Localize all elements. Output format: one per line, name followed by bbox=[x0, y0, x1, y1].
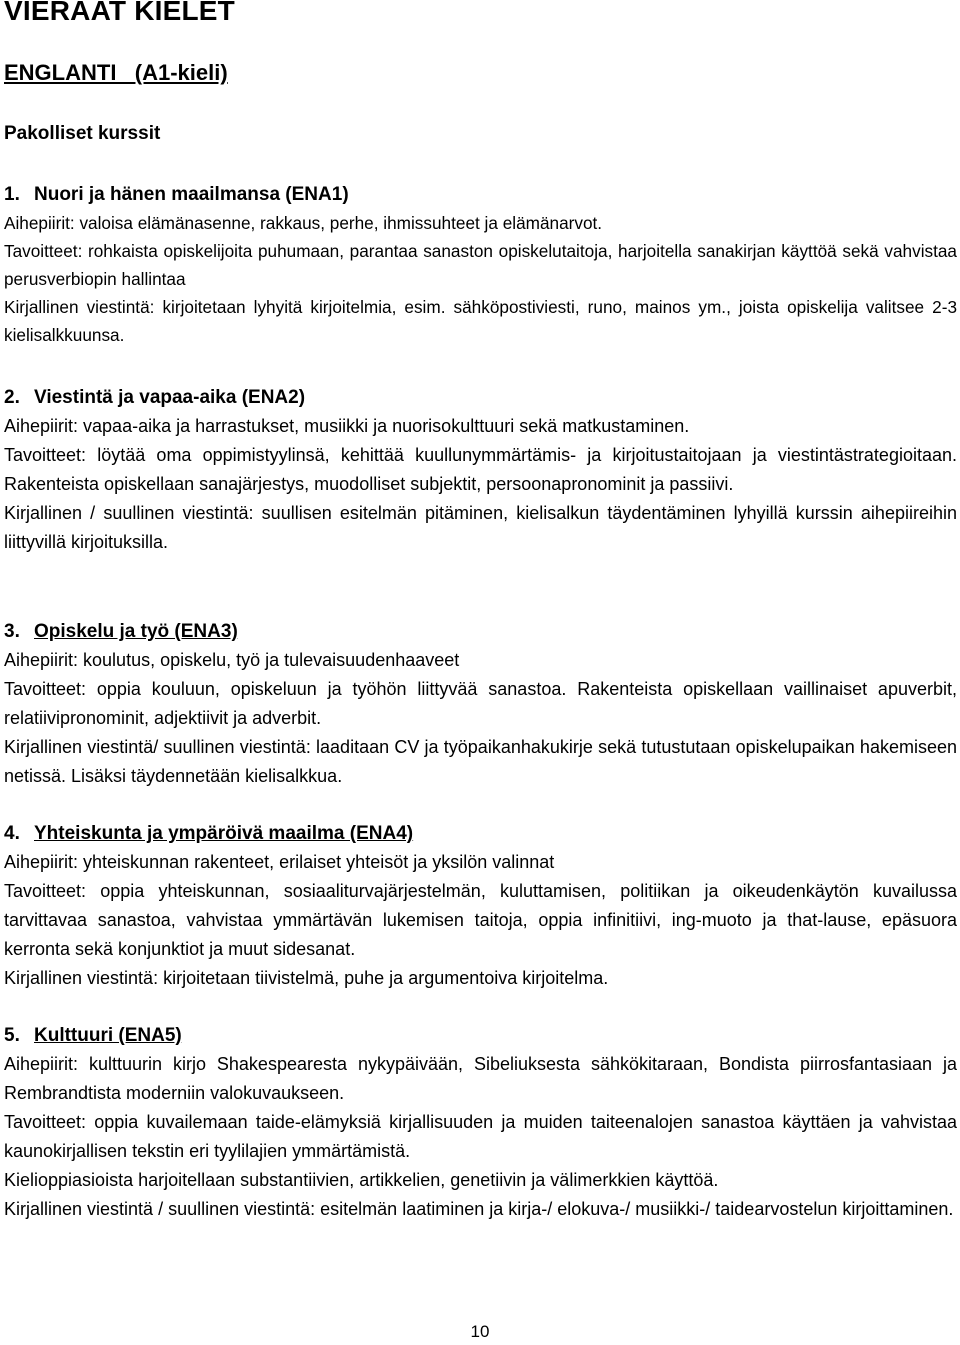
course-goals: Tavoitteet: oppia kuvailemaan taide-elämyksiä kirjallisuuden ja muiden taiteenalojen sanastoa käyttäen ja vahvistaa kaunokirjallisen tekstin eri tyylilajien ymmärtämistä. bbox=[4, 1112, 957, 1161]
course-title: Viestintä ja vapaa-aika (ENA2) bbox=[34, 387, 306, 408]
course-heading bbox=[4, 617, 957, 646]
page-title: VIERAAT KIELET bbox=[4, 0, 235, 26]
course-grammar: Kielioppiasioista harjoitellaan substantiivien, artikkelien, genetiivin ja välimerkkien käyttöä. bbox=[4, 1170, 719, 1190]
course-ena1 bbox=[4, 180, 957, 349]
course-number: 2. bbox=[4, 387, 20, 408]
course-heading bbox=[4, 383, 957, 412]
course-writing: Kirjallinen / suullinen viestintä: suullisen esitelmän pitäminen, kielisalkun täydentäminen lyhyillä kurssin aihepiireihin liittyvillä kirjoituksilla. bbox=[4, 503, 957, 552]
course-number: 1. bbox=[4, 184, 20, 205]
course-writing: Kirjallinen viestintä / suullinen viestintä: esitelmän laatiminen ja kirja-/ elokuva-/ musiikki-/ taidearvostelun kirjoittaminen. bbox=[4, 1199, 954, 1219]
course-ena3 bbox=[4, 617, 957, 791]
course-number: 3. bbox=[4, 621, 20, 642]
course-title: Opiskelu ja työ (ENA3) bbox=[34, 621, 238, 642]
course-ena2 bbox=[4, 383, 957, 557]
course-heading bbox=[4, 1021, 957, 1050]
page-number: 10 bbox=[470, 1322, 490, 1341]
course-title: Yhteiskunta ja ympäröivä maailma (ENA4) bbox=[34, 823, 414, 844]
course-topics: Aihepiirit: valoisa elämänasenne, rakkaus, perhe, ihmissuhteet ja elämänarvot. bbox=[4, 213, 603, 233]
language-heading: ENGLANTI (A1-kieli) bbox=[4, 60, 228, 85]
course-number: 5. bbox=[4, 1025, 20, 1046]
course-goals: Tavoitteet: rohkaista opiskelijoita puhumaan, parantaa sanaston opiskelutaitoja, harjoitella sanakirjan käyttöä sekä vahvistaa perusverbiopin hallintaa bbox=[4, 241, 957, 289]
course-writing: Kirjallinen viestintä: kirjoitetaan lyhyitä kirjoitelmia, esim. sähköpostiviesti, runo, mainos ym., joista opiskelija valitsee 2-3 kielisalkkuunsa. bbox=[4, 297, 957, 345]
course-topics: Aihepiirit: kulttuurin kirjo Shakespearesta nykypäivään, Sibeliuksesta sähkökitaraan, Bondista piirrosfantasiaan ja Rembrandtista moderniin valokuvaukseen. bbox=[4, 1054, 957, 1103]
course-topics: Aihepiirit: yhteiskunnan rakenteet, erilaiset yhteisöt ja yksilön valinnat bbox=[4, 852, 555, 872]
course-title: Kulttuuri (ENA5) bbox=[34, 1025, 182, 1046]
section-label: Pakolliset kurssit bbox=[4, 123, 161, 144]
course-writing: Kirjallinen viestintä/ suullinen viestintä: laaditaan CV ja työpaikanhakukirje sekä tutustutaan opiskelupaikan hakemiseen netissä. Lisäksi täydennetään kielisalkkua. bbox=[4, 737, 957, 786]
course-goals: Tavoitteet: oppia kouluun, opiskeluun ja työhön liittyvää sanastoa. Rakenteista opiskellaan vaillinaiset apuverbit, relatiivipronominit, adjektiivit ja adverbit. bbox=[4, 679, 957, 728]
course-topics: Aihepiirit: koulutus, opiskelu, työ ja tulevaisuudenhaaveet bbox=[4, 650, 460, 670]
course-ena4 bbox=[4, 819, 957, 993]
course-ena5 bbox=[4, 1021, 957, 1224]
course-goals: Tavoitteet: oppia yhteiskunnan, sosiaaliturvajärjestelmän, kuluttamisen, politiikan ja oikeudenkäytön kuvailussa tarvittavaa sanastoa, vahvistaa ymmärtävän lukemisen taitoja, oppia infinitiivi, ing-muoto ja that-lause, epäsuora kerronta sekä konjunktiot ja muut sidesanat. bbox=[4, 881, 957, 959]
course-number: 4. bbox=[4, 823, 20, 844]
course-heading bbox=[4, 180, 957, 209]
course-title: Nuori ja hänen maailmansa (ENA1) bbox=[34, 184, 349, 205]
course-topics: Aihepiirit: vapaa-aika ja harrastukset, musiikki ja nuorisokulttuuri sekä matkustaminen. bbox=[4, 416, 690, 436]
course-heading bbox=[4, 819, 957, 848]
course-writing: Kirjallinen viestintä: kirjoitetaan tiivistelmä, puhe ja argumentoiva kirjoitelma. bbox=[4, 968, 609, 988]
course-goals: Tavoitteet: löytää oma oppimistyylinsä, kehittää kuullunymmärtämis- ja kirjoitustaitojaan ja viestintästrategioitaan. Rakenteista opiskellaan sanajärjestys, muodolliset subjektit, persoonapronominit ja passiivi. bbox=[4, 445, 957, 494]
